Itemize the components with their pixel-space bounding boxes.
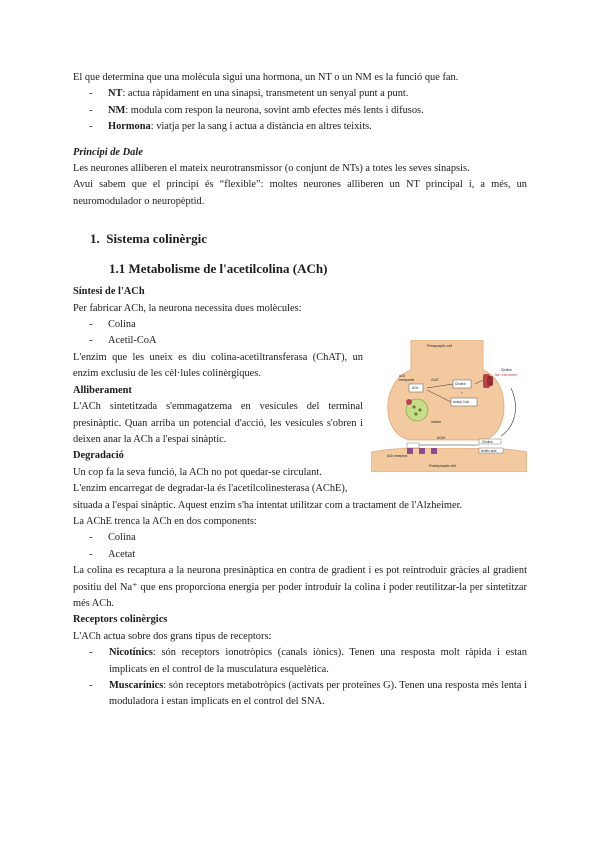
degradation-line-1: Un cop fa la seva funció, la ACh no pot quedar-se circulant. <box>73 466 322 478</box>
document-page <box>73 70 527 711</box>
degradation-line-2: L'enzim encarregat de degradar-la és l'acetilcolinesterasa (AChE), <box>73 483 348 495</box>
degradation-line-3: situada a l'espai sinàptic. Aquest enzim s'ha intentat utilitzar com a tractament de l'Alzheimer. <box>73 499 463 511</box>
release-text: L'ACh sintetitzada s'emmagatzema en vesícules del terminal presinàptic. Quan arriba un potencial d'acció, les vesícules s'obren i deixen anar la ACh a l'espai sinàptic. <box>73 401 363 445</box>
ach-receptor <box>419 448 425 454</box>
acetic-acid-label: Acetic acid <box>481 449 497 453</box>
intro-list <box>73 86 527 135</box>
synthesis-heading: Síntesi de l'ACh <box>73 286 145 298</box>
acetyl-coa-label: Acetyl CoA <box>453 400 469 404</box>
presynaptic-label: Presynaptic cell <box>427 344 453 348</box>
receptors-intro: L'ACh actua sobre dos grans tipus de receptors: <box>73 630 272 642</box>
synthesis-enzyme: L'enzim que les uneix es diu colina-acetiltransferasa (ChAT), un enzim exclusiu de les cèl·lules colinèrgiques. <box>73 351 363 380</box>
intro-line: El que determina que una molècula sigui una hormona, un NT o un NM es la funció que fan. <box>73 72 459 83</box>
postsynaptic-cell <box>371 448 527 472</box>
receptors-heading: Receptors colinèrgics <box>73 614 168 626</box>
list-item: - Acetat <box>73 547 527 563</box>
degradation-line-4: La AChE trenca la ACh en dos components: <box>73 515 257 527</box>
degradation-heading: Degradació <box>73 450 124 462</box>
ach-label: ACh <box>412 386 419 390</box>
ach-receptors-label: ACh receptors <box>387 454 408 458</box>
plus-label: + <box>461 391 463 395</box>
ach-receptor <box>431 448 437 454</box>
release-heading: Alliberament <box>73 384 132 396</box>
ach-transporter-label: ACh transporter <box>399 374 415 382</box>
list-item: - Colina <box>73 317 527 333</box>
ache-label: AChE <box>437 436 446 440</box>
list-item: - Acetil-CoA <box>73 333 527 349</box>
dale-paragraph-2: Avui sabem que el principi és “flexible”: moltes neurones alliberen un NT principal i, a més, un neuromodulador o neuropèptid. <box>73 179 527 207</box>
list-item: - NT: actua ràpidament en una sinapsi, transmetent un senyal punt a punt. <box>73 86 527 102</box>
postsynaptic-label: Postsynaptic cell <box>429 464 456 468</box>
list-item: - Muscarínics: són receptors metabotròpics (activats per proteïnes G). Tenen una resposta més lenta i moduladora i estan implicats en el control del SNA. <box>73 678 527 711</box>
choline-label: Choline <box>455 382 466 386</box>
list-item: - Colina <box>73 530 527 546</box>
dale-paragraph-1: Les neurones alliberen el mateix neurotransmissor (o conjunt de NTs) a totes les seves sinapsis. <box>73 163 470 175</box>
receptors-list <box>73 645 527 711</box>
choline-transporter-label: Choline <box>501 368 512 372</box>
ach-receptor <box>407 448 413 454</box>
chat-label: ChAT <box>431 378 439 382</box>
list-item: - Nicotínics: són receptors ionotròpics (canals iònics). Tenen una resposta molt ràpida i estan implicats en el control de la musculatura esquelètica. <box>73 645 527 678</box>
list-item: - NM: modula com respon la neurona, sovint amb efectes més lents i difusos. <box>73 103 527 119</box>
synapse-illustration <box>371 340 527 472</box>
synthesis-intro: Per fabricar ACh, la neurona necessita dues molècules: <box>73 302 302 314</box>
cholinergic-synapse-diagram <box>371 340 527 472</box>
section-heading: 1. Sistema colinèrgic <box>90 231 207 247</box>
dale-heading: Principi de Dale <box>73 146 143 158</box>
choline-cleft-label: Choline <box>482 440 493 444</box>
list-item: - Hormona: viatja per la sang i actua a distància en altres teixits. <box>73 119 527 135</box>
subsection-heading: 1.1 Metabolisme de l'acetilcolina (ACh) <box>109 261 328 277</box>
vesicle-label: Vesicle <box>431 420 442 424</box>
recapture-paragraph: La colina es recaptura a la neurona presinàptica en contra de gradient i es pot reintroduir gràcies al gradient positiu del Na⁺ que ens proporciona energia per poder introduir la colina i poder reutilitzar-la per sintetitzar més ACh. <box>73 565 527 609</box>
degradation-list <box>73 530 527 563</box>
na-transporter-label: Na⁺ transporter <box>495 373 518 377</box>
